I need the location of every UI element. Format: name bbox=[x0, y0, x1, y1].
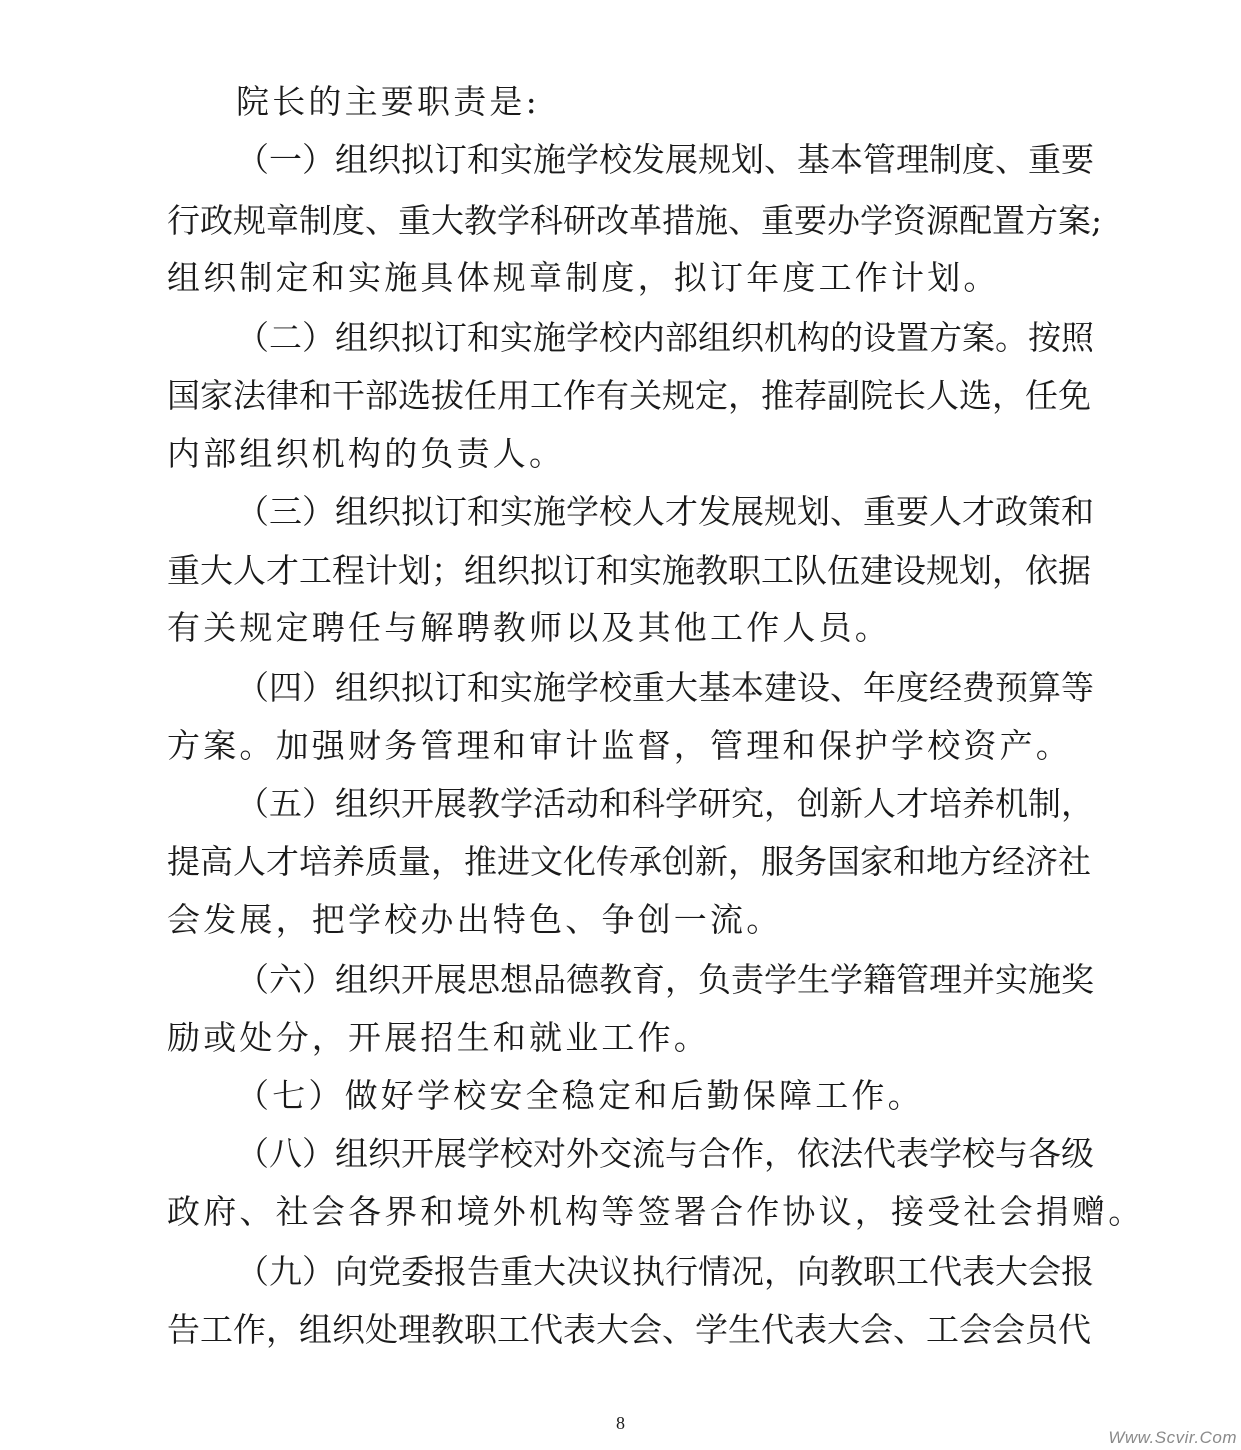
text-line: （三）组织拟订和实施学校人才发展规划、重要人才政策和 bbox=[236, 492, 1094, 531]
text-line: （二）组织拟订和实施学校内部组织机构的设置方案。按照 bbox=[236, 318, 1094, 357]
page-number: 8 bbox=[616, 1413, 625, 1433]
text-line: （九）向党委报告重大决议执行情况，向教职工代表大会报 bbox=[236, 1252, 1094, 1291]
text-line: （七）做好学校安全稳定和后勤保障工作。 bbox=[236, 1076, 924, 1115]
text-line: （四）组织拟订和实施学校重大基本建设、年度经费预算等 bbox=[236, 668, 1094, 707]
text-line: 提高人才培养质量，推进文化传承创新，服务国家和地方经济社 bbox=[167, 842, 1091, 881]
text-line: 内部组织机构的负责人。 bbox=[167, 434, 566, 473]
text-line: 行政规章制度、重大教学科研改革措施、重要办学资源配置方案; bbox=[167, 201, 1103, 240]
text-line: 组织制定和实施具体规章制度，拟订年度工作计划。 bbox=[167, 258, 1000, 297]
text-line: （一）组织拟订和实施学校发展规划、基本管理制度、重要 bbox=[236, 140, 1094, 179]
text-line: 告工作，组织处理教职工代表大会、学生代表大会、工会会员代 bbox=[167, 1310, 1091, 1349]
text-line: （六）组织开展思想品德教育，负责学生学籍管理并实施奖 bbox=[236, 960, 1094, 999]
text-line: 会发展，把学校办出特色、争创一流。 bbox=[167, 900, 783, 939]
text-line: 重大人才工程计划；组织拟订和实施教职工队伍建设规划，依据 bbox=[167, 551, 1091, 590]
text-line: 有关规定聘任与解聘教师以及其他工作人员。 bbox=[167, 608, 891, 647]
text-line: （五）组织开展教学活动和科学研究，创新人才培养机制， bbox=[236, 784, 1094, 823]
text-line: 方案。加强财务管理和审计监督，管理和保护学校资产。 bbox=[167, 726, 1072, 765]
text-line: 政府、社会各界和境外机构等签署合作协议，接受社会捐赠。 bbox=[167, 1192, 1145, 1231]
text-line: 院长的主要职责是: bbox=[236, 82, 540, 121]
watermark: Www.Scvir.Com bbox=[1108, 1428, 1237, 1447]
text-line: 励或处分，开展招生和就业工作。 bbox=[167, 1018, 710, 1057]
text-line: （八）组织开展学校对外交流与合作，依法代表学校与各级 bbox=[236, 1134, 1094, 1173]
text-line: 国家法律和干部选拔任用工作有关规定，推荐副院长人选，任免 bbox=[167, 376, 1091, 415]
